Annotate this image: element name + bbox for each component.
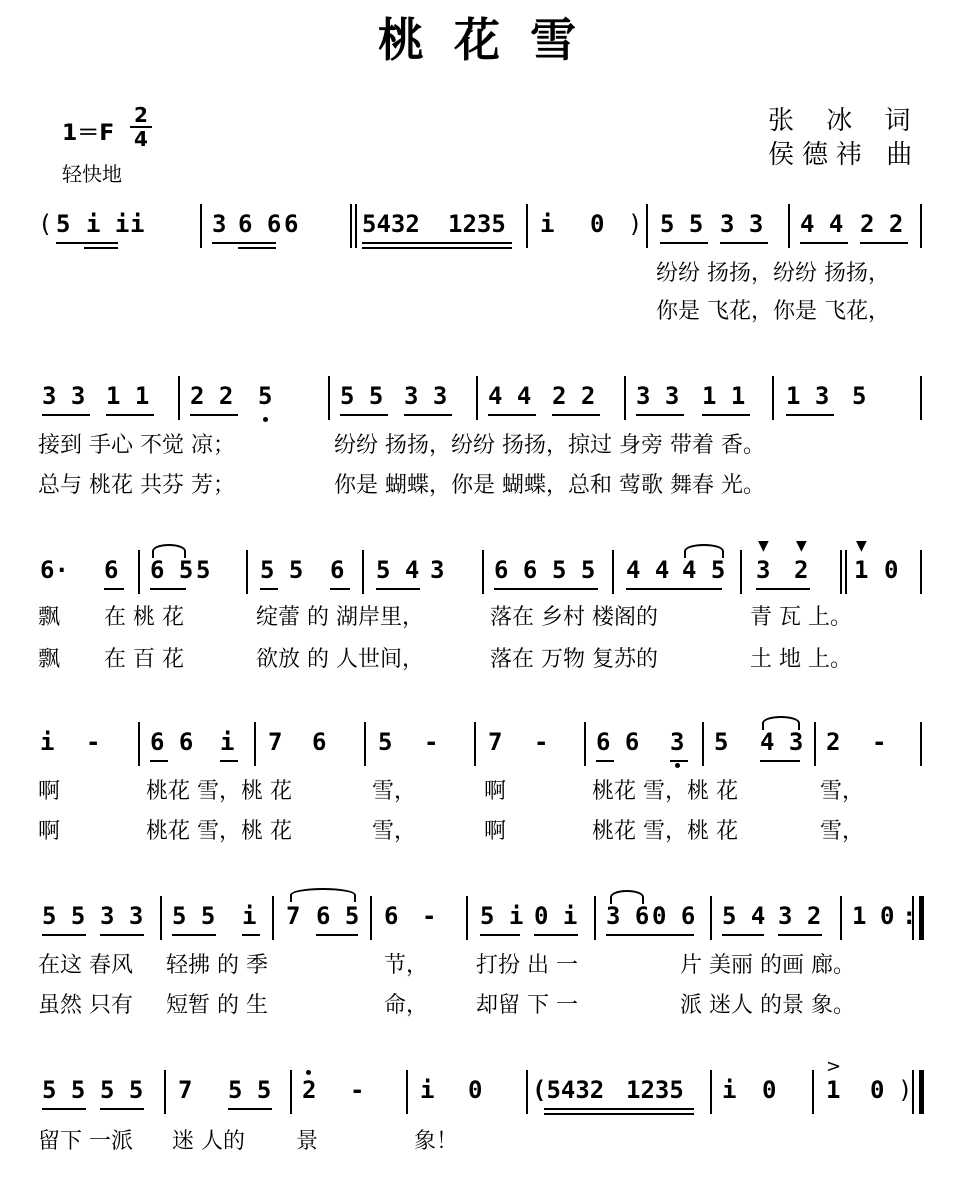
note: - bbox=[350, 1076, 365, 1104]
time-signature-bottom: 4 bbox=[134, 127, 148, 151]
barline bbox=[612, 550, 614, 594]
accent-mark: ▼ bbox=[758, 538, 769, 554]
lyric-text: 雪， bbox=[372, 819, 417, 844]
note: 7 bbox=[178, 1076, 193, 1104]
lyric-text: 飘 bbox=[38, 647, 61, 672]
barline bbox=[482, 550, 484, 594]
note: 0 bbox=[884, 556, 899, 584]
underline bbox=[238, 247, 276, 249]
barline bbox=[272, 896, 274, 940]
note: 3 bbox=[756, 556, 771, 584]
upper-octave-dot bbox=[306, 1070, 311, 1075]
note: 5 5 bbox=[552, 556, 596, 584]
underline bbox=[488, 414, 536, 416]
barline bbox=[370, 896, 372, 940]
barline bbox=[788, 204, 790, 248]
note: 7 bbox=[286, 902, 301, 930]
note: 5 5 bbox=[340, 382, 384, 410]
note: 3 2 bbox=[778, 902, 822, 930]
underline bbox=[56, 242, 118, 244]
note: 1 1 bbox=[106, 382, 150, 410]
lyric-line-1 bbox=[0, 256, 954, 288]
lyric-line-1 bbox=[0, 600, 954, 632]
note: 3 bbox=[670, 728, 685, 756]
note: 3 bbox=[212, 210, 227, 238]
note: 6 5 bbox=[150, 556, 194, 584]
note: 1 bbox=[854, 556, 869, 584]
underline bbox=[544, 1113, 694, 1115]
underline bbox=[330, 588, 350, 590]
barline bbox=[920, 204, 922, 248]
note: 7 bbox=[488, 728, 503, 756]
lyric-line-1 bbox=[0, 428, 954, 460]
note: (5432 bbox=[532, 1076, 605, 1104]
tempo-marking: 轻快地 bbox=[62, 162, 122, 186]
barline bbox=[254, 722, 256, 766]
note: 5 bbox=[852, 382, 867, 410]
barline bbox=[474, 722, 476, 766]
note: 1 3 bbox=[786, 382, 830, 410]
slur bbox=[152, 544, 186, 558]
note: 5 5 bbox=[42, 1076, 86, 1104]
barline bbox=[740, 550, 742, 594]
note: 5 bbox=[714, 728, 729, 756]
barline bbox=[920, 376, 922, 420]
slur bbox=[290, 888, 356, 902]
lyric-text: 桃花 雪，桃 花 bbox=[592, 779, 738, 804]
lower-octave-dot bbox=[675, 763, 680, 768]
note: 5 5 bbox=[100, 1076, 144, 1104]
lyric-text: 桃花 雪，桃 花 bbox=[592, 819, 738, 844]
slur bbox=[610, 890, 644, 904]
underline bbox=[670, 760, 688, 762]
slur bbox=[684, 544, 724, 558]
staff-3 bbox=[0, 538, 954, 596]
note: 5 4 bbox=[722, 902, 766, 930]
note: 1 1 bbox=[702, 382, 746, 410]
lyric-text: 青 瓦 上。 bbox=[750, 605, 852, 630]
note: - bbox=[422, 902, 437, 930]
lyric-text: 在这 春风 bbox=[38, 953, 133, 978]
underline bbox=[172, 934, 216, 936]
note: 2 2 bbox=[552, 382, 596, 410]
underline bbox=[228, 1108, 272, 1110]
note: ) bbox=[898, 1076, 913, 1104]
underline bbox=[362, 247, 512, 249]
underline bbox=[362, 242, 512, 244]
note: - bbox=[86, 728, 101, 756]
underline bbox=[212, 242, 276, 244]
lyric-line-2 bbox=[0, 468, 954, 500]
note: 3 3 bbox=[636, 382, 680, 410]
note: i bbox=[420, 1076, 435, 1104]
lyric-text: 派 迷人 的景 象。 bbox=[680, 993, 855, 1018]
note: 3 6 bbox=[606, 902, 650, 930]
underline bbox=[544, 1108, 694, 1110]
underline bbox=[376, 588, 420, 590]
barline bbox=[246, 550, 248, 594]
lyric-text: 啊 bbox=[38, 819, 61, 844]
underline bbox=[42, 414, 90, 416]
underline bbox=[606, 934, 694, 936]
lyric-text: 落在 乡村 楼阁的 bbox=[490, 605, 658, 630]
note: 3 3 bbox=[42, 382, 86, 410]
lyric-text: 桃花 雪，桃 花 bbox=[146, 819, 292, 844]
barline bbox=[814, 722, 816, 766]
note: - bbox=[424, 728, 439, 756]
lyric-text: 纷纷 扬扬，纷纷 扬扬， bbox=[656, 261, 890, 286]
barline bbox=[362, 550, 364, 594]
barline bbox=[200, 204, 202, 248]
note: 6 6 bbox=[238, 210, 282, 238]
lyric-text: 轻拂 的 季 bbox=[166, 953, 268, 978]
underline bbox=[534, 934, 578, 936]
note: i bbox=[130, 210, 145, 238]
note: 1235 bbox=[448, 210, 506, 238]
note: i bbox=[540, 210, 555, 238]
note: 6 bbox=[384, 902, 399, 930]
lyric-text: 接到 手心 不觉 凉； bbox=[38, 433, 235, 458]
lyric-text: 节， bbox=[384, 953, 429, 978]
note: i i bbox=[86, 210, 130, 238]
barline bbox=[840, 896, 842, 940]
barline bbox=[290, 1070, 292, 1114]
song-title: 桃花雪 bbox=[378, 13, 606, 67]
underline bbox=[626, 588, 722, 590]
note: 0 bbox=[590, 210, 605, 238]
note: i bbox=[722, 1076, 737, 1104]
underline bbox=[404, 414, 452, 416]
barline bbox=[406, 1070, 408, 1114]
barline bbox=[594, 896, 596, 940]
note: 5 5 bbox=[260, 556, 304, 584]
underline bbox=[778, 934, 822, 936]
note: 5 5 bbox=[660, 210, 704, 238]
note: 2 2 bbox=[860, 210, 904, 238]
underline bbox=[42, 1108, 86, 1110]
barline bbox=[920, 550, 922, 594]
note: 3 3 bbox=[100, 902, 144, 930]
barline bbox=[476, 376, 478, 420]
underline bbox=[756, 588, 810, 590]
note: : bbox=[902, 902, 917, 930]
note: 5 5 bbox=[172, 902, 216, 930]
lyric-text: 你是 蝴蝶，你是 蝴蝶，总和 莺歌 舞春 光。 bbox=[334, 473, 765, 498]
time-signature bbox=[130, 104, 152, 150]
note: 5 i bbox=[480, 902, 524, 930]
underline bbox=[340, 414, 388, 416]
underline bbox=[84, 247, 118, 249]
barline bbox=[526, 1070, 528, 1114]
note: 5432 bbox=[362, 210, 420, 238]
time-signature-top: 2 bbox=[130, 104, 152, 128]
barline bbox=[812, 1070, 814, 1114]
note: 6 bbox=[330, 556, 345, 584]
staff-2 bbox=[0, 382, 954, 422]
barline bbox=[466, 896, 468, 940]
underline bbox=[220, 760, 238, 762]
note: 5 bbox=[258, 382, 273, 410]
note: 6· bbox=[40, 556, 69, 584]
note: 2 bbox=[826, 728, 841, 756]
lyric-text: 却留 下 一 bbox=[476, 993, 578, 1018]
repeat-barline bbox=[912, 896, 924, 940]
note: 5 bbox=[378, 728, 393, 756]
note: 0 bbox=[880, 902, 895, 930]
lyric-line-2 bbox=[0, 814, 954, 846]
note: 6 6 bbox=[150, 728, 194, 756]
lyric-line-1 bbox=[0, 948, 954, 980]
underline bbox=[106, 414, 154, 416]
slur bbox=[762, 716, 800, 730]
underline bbox=[636, 414, 684, 416]
lyric-text: 迷 人的 bbox=[172, 1129, 245, 1154]
barline bbox=[646, 204, 648, 248]
barline bbox=[710, 896, 712, 940]
note: 3 bbox=[430, 556, 445, 584]
note: 2 bbox=[794, 556, 809, 584]
lyric-text: 在 百 花 bbox=[104, 647, 184, 672]
lyric-text: 落在 万物 复苏的 bbox=[490, 647, 658, 672]
note: 5 5 bbox=[228, 1076, 272, 1104]
note: i bbox=[40, 728, 55, 756]
note: 5 4 bbox=[376, 556, 420, 584]
note: ( bbox=[38, 210, 53, 238]
underline bbox=[100, 1108, 144, 1110]
underline bbox=[786, 414, 834, 416]
staff-5 bbox=[0, 902, 954, 942]
note: 5 5 bbox=[42, 902, 86, 930]
lyric-text: 飘 bbox=[38, 605, 61, 630]
barline bbox=[584, 722, 586, 766]
final-barline bbox=[912, 1070, 924, 1114]
note: i bbox=[242, 902, 257, 930]
note: 3 3 bbox=[720, 210, 764, 238]
barline bbox=[350, 204, 352, 248]
underline bbox=[760, 760, 800, 762]
note: 6 bbox=[104, 556, 119, 584]
lyricist-credit: 张 冰 词 bbox=[768, 106, 923, 136]
note: 2 2 bbox=[190, 382, 234, 410]
lyric-text: 雪， bbox=[820, 819, 865, 844]
barline bbox=[164, 1070, 166, 1114]
staff-6 bbox=[0, 1056, 954, 1116]
note: i bbox=[220, 728, 235, 756]
staff-4 bbox=[0, 728, 954, 768]
lyric-text: 打扮 出 一 bbox=[476, 953, 578, 978]
underline bbox=[720, 242, 768, 244]
note: 0 6 bbox=[652, 902, 696, 930]
note: 3 3 bbox=[404, 382, 448, 410]
underline bbox=[260, 588, 278, 590]
underline bbox=[552, 414, 600, 416]
note: 4 4 bbox=[800, 210, 844, 238]
underline bbox=[800, 242, 848, 244]
barline bbox=[710, 1070, 712, 1114]
lyric-text: 啊 bbox=[484, 779, 507, 804]
barline bbox=[178, 376, 180, 420]
barline bbox=[355, 204, 357, 248]
lyric-text: 土 地 上。 bbox=[750, 647, 852, 672]
note: 6 5 bbox=[316, 902, 360, 930]
barline bbox=[526, 204, 528, 248]
lyric-text: 雪， bbox=[820, 779, 865, 804]
note: 0 i bbox=[534, 902, 578, 930]
composer-credit: 侯德祎 曲 bbox=[768, 140, 921, 170]
lyric-text: 短暂 的 生 bbox=[166, 993, 268, 1018]
barline bbox=[138, 722, 140, 766]
barline bbox=[845, 550, 847, 594]
note: 7 bbox=[268, 728, 283, 756]
note: 4 4 bbox=[626, 556, 670, 584]
lyric-text: 绽蕾 的 湖岸里， bbox=[256, 605, 424, 630]
lyric-text: 总与 桃花 共芬 芳； bbox=[38, 473, 235, 498]
note: 6 bbox=[312, 728, 327, 756]
lyric-text: 景 bbox=[296, 1129, 319, 1154]
lyric-text: 片 美丽 的画 廊。 bbox=[680, 953, 855, 978]
note: - bbox=[534, 728, 549, 756]
lyric-text: 在 桃 花 bbox=[104, 605, 184, 630]
lyric-text: 啊 bbox=[484, 819, 507, 844]
note: 2 bbox=[302, 1076, 317, 1104]
underline bbox=[42, 934, 86, 936]
note: ) bbox=[628, 210, 643, 238]
underline bbox=[660, 242, 708, 244]
underline bbox=[480, 934, 520, 936]
key-signature: 1＝F bbox=[62, 121, 115, 146]
underline bbox=[702, 414, 750, 416]
note: 6 6 bbox=[596, 728, 640, 756]
accent-mark: > bbox=[826, 1056, 842, 1077]
lyric-text: 雪， bbox=[372, 779, 417, 804]
accent-mark: ▼ bbox=[796, 538, 807, 554]
underline bbox=[100, 934, 144, 936]
note: 1 bbox=[852, 902, 867, 930]
lyric-text: 欲放 的 人世间， bbox=[256, 647, 424, 672]
lyric-text: 桃花 雪，桃 花 bbox=[146, 779, 292, 804]
lyric-text: 留下 一派 bbox=[38, 1129, 133, 1154]
barline bbox=[364, 722, 366, 766]
underline bbox=[150, 760, 168, 762]
barline bbox=[702, 722, 704, 766]
barline bbox=[772, 376, 774, 420]
underline bbox=[104, 588, 124, 590]
barline bbox=[138, 550, 140, 594]
lyric-text: 虽然 只有 bbox=[38, 993, 133, 1018]
note: 5 bbox=[196, 556, 211, 584]
lyric-line-1 bbox=[0, 774, 954, 806]
note: 0 bbox=[762, 1076, 777, 1104]
lyric-line-2 bbox=[0, 642, 954, 674]
note: 4 5 bbox=[682, 556, 726, 584]
note: 4 3 bbox=[760, 728, 804, 756]
lyric-text: 命， bbox=[384, 993, 429, 1018]
note: - bbox=[872, 728, 887, 756]
lyric-line-1 bbox=[0, 1124, 954, 1156]
lyric-text: 你是 飞花，你是 飞花， bbox=[656, 299, 890, 324]
lyric-line-2 bbox=[0, 294, 954, 326]
lyric-text: 啊 bbox=[38, 779, 61, 804]
staff-1 bbox=[0, 210, 954, 250]
note: 1 bbox=[826, 1076, 841, 1104]
barline bbox=[160, 896, 162, 940]
underline bbox=[190, 414, 238, 416]
note: 4 4 bbox=[488, 382, 532, 410]
underline bbox=[860, 242, 908, 244]
note: 0 bbox=[468, 1076, 483, 1104]
underline bbox=[150, 588, 186, 590]
underline bbox=[494, 588, 598, 590]
barline bbox=[328, 376, 330, 420]
note: 1235 bbox=[626, 1076, 684, 1104]
note: 5 bbox=[56, 210, 71, 238]
underline bbox=[316, 934, 358, 936]
underline bbox=[242, 934, 260, 936]
lyric-text: 象！ bbox=[414, 1129, 459, 1154]
lyric-text: 纷纷 扬扬，纷纷 扬扬，掠过 身旁 带着 香。 bbox=[334, 433, 765, 458]
note: 6 bbox=[284, 210, 299, 238]
note: 6 6 bbox=[494, 556, 538, 584]
lower-octave-dot bbox=[263, 417, 268, 422]
underline bbox=[596, 760, 614, 762]
barline bbox=[840, 550, 842, 594]
accent-mark: ▼ bbox=[856, 538, 867, 554]
note: 0 bbox=[870, 1076, 885, 1104]
underline bbox=[722, 934, 764, 936]
lyric-line-2 bbox=[0, 988, 954, 1020]
barline bbox=[624, 376, 626, 420]
barline bbox=[920, 722, 922, 766]
